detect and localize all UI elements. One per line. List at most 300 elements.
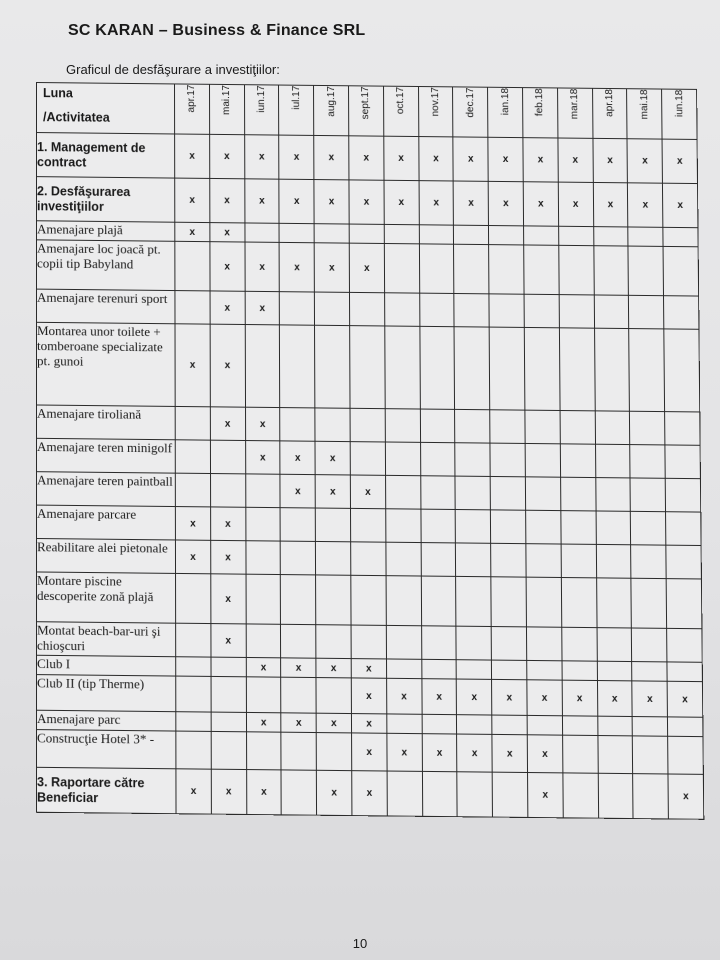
schedule-cell	[597, 716, 632, 736]
schedule-cell: x	[457, 734, 492, 772]
schedule-cell	[351, 625, 386, 659]
schedule-cell	[664, 296, 699, 330]
schedule-cell	[631, 578, 667, 628]
schedule-cell	[559, 328, 595, 411]
schedule-cell: x	[349, 136, 384, 180]
month-header	[627, 89, 662, 139]
schedule-sheet	[36, 82, 704, 820]
schedule-cell: x	[349, 180, 384, 225]
schedule-cell	[633, 774, 669, 819]
month-header	[557, 88, 592, 138]
activity-label: Reabilitare alei pietonale	[37, 539, 176, 574]
schedule-cell: x	[593, 138, 628, 182]
schedule-cell	[663, 246, 698, 296]
schedule-cell	[666, 579, 702, 629]
schedule-cell	[245, 325, 280, 408]
schedule-cell	[350, 326, 385, 409]
schedule-cell: x	[281, 713, 316, 733]
schedule-cell	[561, 577, 596, 627]
schedule-cell: x	[210, 507, 245, 541]
schedule-cell: x	[175, 222, 210, 241]
schedule-cell	[490, 410, 525, 444]
corner-header-cell	[37, 83, 175, 134]
schedule-cell	[387, 771, 422, 816]
schedule-cell	[245, 507, 280, 541]
schedule-cell	[386, 625, 421, 659]
schedule-cell	[594, 295, 629, 329]
schedule-cell: x	[281, 658, 316, 678]
schedule-cell	[596, 578, 631, 628]
schedule-cell	[629, 329, 665, 412]
schedule-cell	[211, 657, 246, 677]
schedule-cell	[563, 773, 599, 818]
schedule-cell: x	[245, 291, 280, 325]
schedule-cell	[492, 660, 527, 680]
schedule-cell: x	[667, 681, 703, 717]
schedule-cell: x	[246, 657, 281, 677]
schedule-cell: x	[316, 713, 351, 733]
schedule-cell	[315, 508, 350, 542]
schedule-cell	[562, 716, 597, 736]
schedule-cell: x	[315, 475, 350, 509]
schedule-cell	[316, 733, 351, 771]
schedule-cell	[386, 542, 421, 576]
activity-label: Amenajare teren minigolf	[37, 438, 176, 473]
schedule-cell	[280, 325, 315, 408]
schedule-cell	[280, 408, 315, 442]
month-label: feb.18	[534, 88, 546, 117]
schedule-cell: x	[176, 769, 211, 814]
schedule-cell: x	[558, 182, 593, 227]
schedule-cell: x	[210, 540, 245, 574]
month-label: mai.17	[221, 84, 233, 116]
schedule-cell: x	[453, 181, 488, 226]
schedule-cell	[457, 715, 492, 735]
activity-label: Amenajare parc	[37, 710, 176, 731]
section-label: 2. Desfăşurarea investiţiilor	[37, 177, 175, 223]
month-label: nov.17	[429, 87, 442, 117]
schedule-cell: x	[210, 291, 245, 325]
schedule-cell: x	[523, 138, 558, 182]
month-header	[209, 84, 244, 134]
schedule-cell: x	[175, 540, 210, 574]
schedule-cell: x	[384, 180, 419, 225]
schedule-cell	[526, 510, 561, 544]
schedule-cell: x	[210, 242, 245, 292]
schedule-cell	[315, 325, 350, 408]
schedule-cell	[454, 293, 489, 327]
schedule-cell	[246, 677, 281, 713]
schedule-cell: x	[492, 679, 527, 715]
activity-axis-label: /Activitatea	[43, 110, 110, 125]
schedule-cell: x	[211, 624, 246, 658]
schedule-cell: x	[351, 714, 386, 734]
schedule-cell	[281, 624, 316, 658]
schedule-cell	[210, 474, 245, 508]
schedule-cell	[489, 245, 524, 295]
schedule-cell	[629, 295, 664, 329]
schedule-cell	[386, 576, 421, 626]
schedule-cell	[316, 575, 351, 625]
schedule-cell: x	[627, 139, 662, 183]
schedule-cell	[349, 292, 384, 326]
schedule-cell	[489, 294, 524, 328]
schedule-cell	[663, 227, 698, 246]
schedule-cell	[280, 508, 315, 542]
schedule-cell: x	[210, 324, 245, 407]
month-header	[314, 85, 349, 135]
schedule-cell	[176, 731, 211, 769]
schedule-cell	[631, 545, 666, 579]
month-header	[175, 84, 210, 134]
schedule-cell	[176, 573, 211, 623]
table-row	[37, 177, 698, 228]
schedule-cell	[560, 477, 595, 511]
schedule-cell: x	[315, 441, 350, 475]
schedule-cell	[455, 409, 490, 443]
schedule-cell	[527, 660, 562, 680]
schedule-cell	[210, 440, 245, 474]
schedule-cell	[628, 246, 663, 296]
schedule-cell	[597, 661, 632, 681]
schedule-cell	[422, 771, 457, 816]
schedule-cell	[596, 544, 631, 578]
schedule-cell	[491, 627, 526, 661]
schedule-cell	[665, 478, 700, 512]
schedule-cell	[562, 661, 597, 681]
schedule-cell: x	[314, 180, 349, 225]
schedule-cell	[525, 410, 560, 444]
table-row	[37, 240, 699, 296]
month-header	[418, 87, 453, 137]
schedule-cell	[176, 623, 211, 657]
schedule-cell	[597, 628, 632, 662]
schedule-cell: x	[210, 407, 245, 441]
schedule-cell	[421, 659, 456, 679]
schedule-cell: x	[279, 179, 314, 224]
schedule-cell: x	[386, 678, 421, 714]
activity-label: Montat beach-bar-uri şi chioşcuri	[37, 622, 176, 657]
month-label: apr.17	[186, 84, 198, 113]
month-label: ian.18	[499, 87, 511, 116]
schedule-cell: x	[632, 681, 667, 717]
month-label: iul.17	[290, 85, 302, 110]
schedule-cell: x	[527, 735, 562, 773]
schedule-cell	[421, 576, 456, 626]
schedule-cell	[175, 473, 210, 507]
schedule-cell	[419, 225, 454, 244]
month-header	[383, 86, 418, 136]
schedule-cell: x	[246, 712, 281, 732]
schedule-cell	[630, 411, 665, 445]
schedule-cell	[384, 293, 419, 327]
schedule-cell	[350, 408, 385, 442]
schedule-cell	[490, 476, 525, 510]
schedule-cell	[422, 714, 457, 734]
activity-label: Amenajare plajă	[37, 221, 175, 242]
month-label: aug.17	[325, 86, 337, 117]
schedule-cell	[350, 508, 385, 542]
activity-label: Montare piscine descoperite zonă plajă	[37, 572, 176, 623]
schedule-cell	[561, 544, 596, 578]
schedule-cell: x	[175, 178, 210, 223]
table-body	[37, 133, 704, 820]
schedule-cell	[175, 291, 210, 325]
schedule-cell	[421, 543, 456, 577]
schedule-cell: x	[209, 134, 244, 178]
schedule-cell	[595, 444, 630, 478]
schedule-cell: x	[175, 134, 210, 178]
section-label: 1. Management de contract	[37, 133, 175, 179]
schedule-cell	[419, 244, 454, 294]
table-row	[37, 133, 698, 184]
schedule-cell	[489, 327, 525, 410]
schedule-cell: x	[351, 678, 386, 714]
table-row	[37, 572, 702, 629]
schedule-cell: x	[488, 137, 523, 181]
schedule-cell	[456, 543, 491, 577]
schedule-cell: x	[351, 659, 386, 679]
schedule-cell	[666, 545, 701, 579]
schedule-cell: x	[418, 137, 453, 181]
schedule-cell	[524, 245, 559, 295]
schedule-cell	[175, 406, 210, 440]
schedule-cell	[454, 244, 489, 294]
schedule-cell	[491, 543, 526, 577]
schedule-cell	[385, 509, 420, 543]
schedule-cell: x	[245, 441, 280, 475]
month-header	[592, 88, 627, 138]
month-header	[349, 86, 384, 136]
table-header-row	[37, 83, 698, 140]
schedule-cell	[595, 411, 630, 445]
schedule-cell	[595, 478, 630, 512]
schedule-cell: x	[246, 770, 281, 815]
schedule-cell	[562, 735, 597, 773]
schedule-cell	[633, 736, 668, 774]
month-axis-label: Luna	[43, 86, 73, 101]
schedule-cell: x	[422, 734, 457, 772]
schedule-cell	[456, 509, 491, 543]
schedule-cell: x	[244, 135, 279, 179]
schedule-cell	[456, 660, 491, 680]
schedule-cell	[351, 575, 386, 625]
schedule-cell	[527, 715, 562, 735]
schedule-cell	[664, 329, 700, 412]
schedule-cell: x	[211, 769, 246, 814]
schedule-cell	[562, 627, 597, 661]
schedule-subtitle: Graficul de desfăşurare a investiţiilor:	[66, 62, 280, 77]
table-row	[37, 767, 704, 819]
schedule-cell: x	[175, 507, 210, 541]
schedule-cell	[596, 511, 631, 545]
schedule-cell	[281, 575, 316, 625]
schedule-cell: x	[352, 733, 387, 771]
schedule-cell	[420, 476, 455, 510]
schedule-cell	[176, 676, 211, 712]
schedule-cell	[176, 657, 211, 677]
schedule-cell	[630, 445, 665, 479]
month-label: mai.18	[638, 89, 651, 120]
schedule-cell: x	[668, 774, 704, 819]
schedule-cell	[526, 627, 561, 661]
company-header: SC KARAN – Business & Finance SRL	[68, 22, 366, 39]
schedule-cell	[386, 659, 421, 679]
schedule-cell	[316, 678, 351, 714]
schedule-cell	[387, 714, 422, 734]
schedule-cell	[175, 440, 210, 474]
month-header	[662, 89, 697, 139]
schedule-cell	[456, 626, 491, 660]
schedule-cell	[385, 475, 420, 509]
schedule-cell	[559, 295, 594, 329]
schedule-cell	[454, 327, 489, 410]
schedule-cell: x	[527, 773, 563, 818]
activity-label: Montarea unor toilete + tomberoane specializate pt. gunoi	[37, 322, 176, 406]
schedule-cell	[176, 712, 211, 732]
schedule-cell	[593, 246, 628, 296]
schedule-cell	[349, 224, 384, 243]
schedule-cell	[211, 676, 246, 712]
schedule-cell	[594, 328, 630, 411]
schedule-cell	[490, 443, 525, 477]
schedule-cell	[421, 626, 456, 660]
schedule-cell	[315, 408, 350, 442]
schedule-cell: x	[349, 243, 384, 293]
schedule-cell: x	[279, 135, 314, 179]
schedule-cell	[420, 409, 455, 443]
schedule-cell	[598, 773, 634, 818]
schedule-cell	[351, 542, 386, 576]
schedule-cell: x	[245, 242, 280, 292]
schedule-cell	[419, 293, 454, 327]
schedule-cell	[558, 226, 593, 245]
schedule-cell: x	[663, 183, 698, 228]
schedule-cell: x	[562, 680, 597, 716]
schedule-cell: x	[279, 242, 314, 292]
schedule-cell: x	[488, 181, 523, 226]
month-label: sept.17	[360, 86, 372, 120]
schedule-cell	[316, 625, 351, 659]
schedule-cell: x	[597, 681, 632, 717]
schedule-cell: x	[175, 324, 210, 407]
page-number: 10	[352, 936, 368, 951]
schedule-cell: x	[453, 137, 488, 181]
schedule-cell	[385, 326, 420, 409]
schedule-cell: x	[352, 771, 387, 816]
schedule-cell	[665, 412, 700, 446]
schedule-cell	[384, 224, 419, 243]
schedule-cell	[245, 474, 280, 508]
schedule-cell: x	[457, 679, 492, 715]
schedule-cell: x	[314, 243, 349, 293]
schedule-cell	[316, 541, 351, 575]
schedule-cell: x	[628, 183, 663, 228]
schedule-cell: x	[387, 733, 422, 771]
schedule-cell	[668, 736, 704, 774]
schedule-cell: x	[316, 658, 351, 678]
schedule-cell	[561, 511, 596, 545]
schedule-cell	[211, 712, 246, 732]
schedule-cell	[246, 541, 281, 575]
month-header	[488, 87, 523, 137]
schedule-cell	[419, 326, 454, 409]
schedule-cell	[667, 628, 702, 662]
schedule-cell	[631, 511, 666, 545]
schedule-cell	[491, 510, 526, 544]
schedule-cell: x	[244, 179, 279, 224]
schedule-cell	[281, 677, 316, 713]
schedule-cell: x	[662, 139, 697, 183]
schedule-cell: x	[384, 136, 419, 180]
schedule-cell: x	[421, 679, 456, 715]
schedule-cell	[455, 443, 490, 477]
activity-label: Club I	[37, 655, 176, 676]
schedule-cell: x	[350, 475, 385, 509]
schedule-cell	[492, 715, 527, 735]
investment-schedule-table	[36, 82, 704, 820]
schedule-cell: x	[210, 178, 245, 223]
month-header	[453, 87, 488, 137]
activity-label: Amenajare terenuri sport	[37, 289, 175, 324]
schedule-cell	[175, 241, 210, 291]
schedule-cell: x	[317, 770, 352, 815]
schedule-cell: x	[280, 474, 315, 508]
schedule-cell	[385, 442, 420, 476]
schedule-cell	[632, 717, 667, 737]
schedule-cell	[593, 227, 628, 246]
schedule-cell	[491, 577, 526, 627]
activity-label: Amenajare loc joacă pt. copii tip Babyland	[37, 240, 175, 291]
schedule-cell	[524, 327, 560, 410]
schedule-cell	[525, 477, 560, 511]
schedule-cell: x	[210, 223, 245, 242]
schedule-cell	[455, 476, 490, 510]
schedule-cell	[281, 770, 316, 815]
table-row	[37, 322, 700, 412]
month-header	[523, 88, 558, 138]
schedule-cell	[246, 732, 281, 770]
schedule-cell	[489, 226, 524, 245]
schedule-cell	[350, 442, 385, 476]
schedule-cell: x	[314, 135, 349, 179]
schedule-cell	[456, 576, 491, 626]
schedule-cell	[597, 736, 632, 774]
schedule-cell	[560, 410, 595, 444]
month-label: iun.18	[673, 89, 685, 118]
month-label: iun.17	[255, 85, 268, 113]
schedule-cell	[667, 662, 702, 682]
schedule-cell	[630, 478, 665, 512]
month-label: mar.18	[569, 88, 581, 120]
activity-label: Club II (tip Therme)	[37, 675, 176, 712]
schedule-cell	[314, 224, 349, 243]
schedule-cell: x	[211, 574, 246, 624]
schedule-cell	[526, 544, 561, 578]
month-header	[244, 85, 279, 135]
schedule-cell: x	[280, 441, 315, 475]
schedule-cell: x	[593, 182, 628, 227]
schedule-cell	[281, 541, 316, 575]
schedule-cell	[280, 292, 315, 326]
schedule-cell	[211, 731, 246, 769]
activity-label: Amenajare teren paintball	[37, 472, 176, 507]
schedule-cell	[524, 294, 559, 328]
schedule-cell	[524, 226, 559, 245]
schedule-cell	[457, 772, 492, 817]
schedule-cell	[279, 223, 314, 242]
activity-label: Amenajare tiroliană	[37, 405, 176, 440]
